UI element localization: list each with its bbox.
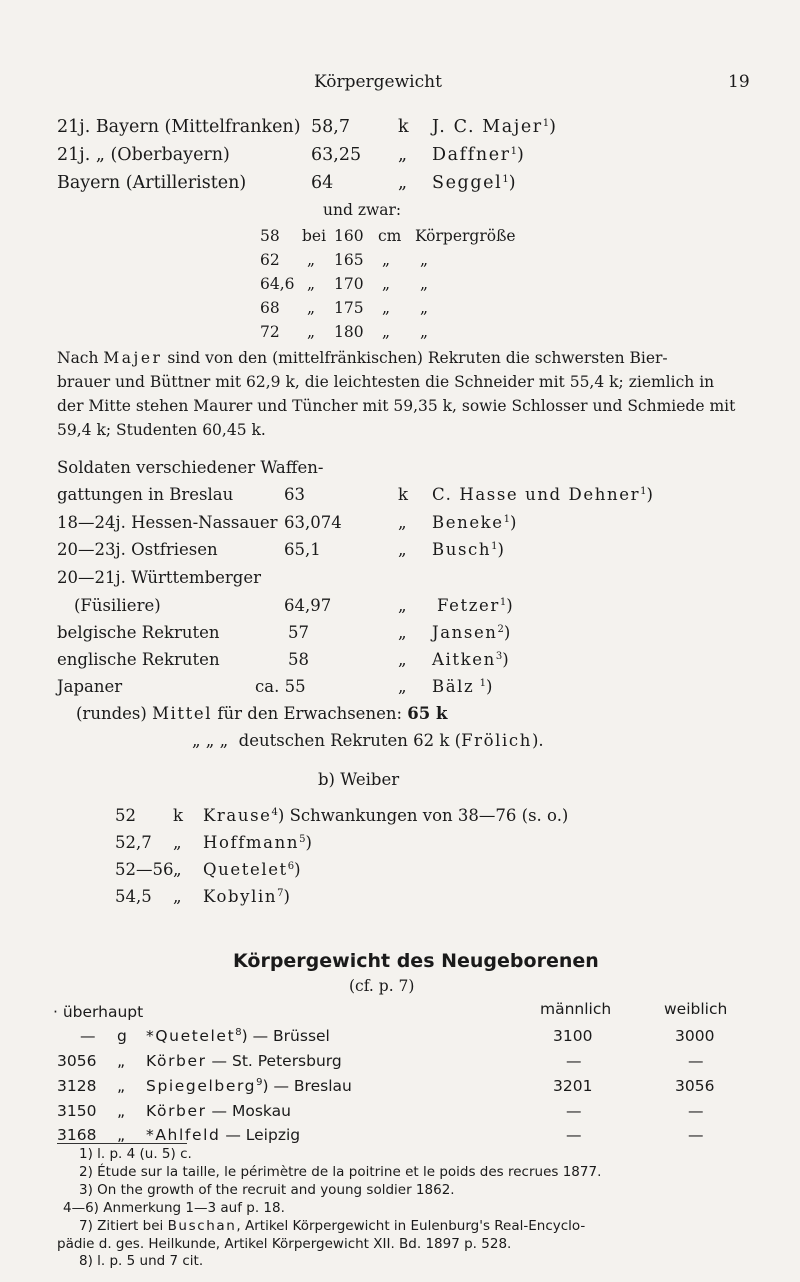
height-cell: 165: [334, 251, 364, 269]
row-unit: „: [398, 145, 408, 165]
row-value: 63,25: [311, 145, 362, 165]
mittel-author: Frölich: [461, 731, 532, 750]
unit-cell: cm: [378, 227, 402, 245]
row-author: Bälz: [432, 677, 475, 696]
mittel-line: [192, 731, 544, 750]
row-author: Krause: [203, 806, 272, 825]
ditto-marks: „ „ „: [192, 731, 229, 750]
cell-place: — Leipzig: [225, 1126, 301, 1144]
cell-source: Körber: [146, 1052, 207, 1070]
footnote: 4—6) Anmerkung 1—3 auf p. 18.: [63, 1200, 285, 1216]
label-cell: „: [420, 251, 429, 269]
cell-source: Körber: [146, 1102, 207, 1120]
row-value: 63: [284, 485, 305, 504]
row-unit: „: [398, 677, 407, 696]
cell-male: 3201: [553, 1077, 593, 1095]
row-author: C. Hasse und Dehner: [432, 485, 641, 504]
cell-female: —: [688, 1052, 704, 1070]
row-author: Aitken: [432, 650, 496, 669]
row-value: 58: [288, 650, 309, 669]
paragraph-line: der Mitte stehen Maurer und Tüncher mit 59,35 k, sowie Schlosser und Schmiede mit: [57, 397, 736, 415]
cell-place: — St. Petersburg: [211, 1052, 342, 1070]
label-cell: „: [420, 299, 429, 317]
cell-total: 3128: [57, 1077, 97, 1095]
cell-female: 3000: [675, 1027, 715, 1045]
mittel-end: ).: [532, 731, 544, 750]
mittel-prefix: (rundes): [76, 704, 147, 723]
weight-cell: 64,6: [260, 275, 295, 293]
row-label: Bayern (Artilleristen): [57, 173, 247, 193]
row-label: 18—24j. Hessen-Nassauer: [57, 513, 278, 532]
row-unit: k: [173, 806, 183, 825]
unit-cell: „: [382, 299, 391, 317]
unit-cell: „: [382, 251, 391, 269]
row-label: 20—21j. Württemberger: [57, 568, 262, 587]
cell-total: 3168: [57, 1126, 97, 1144]
row-author: Hoffmann: [203, 833, 300, 852]
women-heading-text: b) Weiber: [318, 770, 400, 789]
women-heading: [318, 770, 399, 789]
row-label: Japaner: [57, 677, 123, 696]
section-title: Körpergewicht des Neugeborenen: [233, 950, 599, 972]
row-label: englische Rekruten: [57, 650, 220, 669]
soldiers-heading: Soldaten verschiedener Waffen-: [57, 458, 324, 477]
footnote-text: , Artikel Körpergewicht in Eulenburg's Real-Encyclo-: [236, 1218, 586, 1234]
cell-male: 3100: [553, 1027, 593, 1045]
col-left-label: überhaupt: [62, 1003, 144, 1021]
bei-cell: bei: [302, 227, 327, 245]
col-header-male: männlich: [540, 1000, 612, 1018]
mittel-value: 65 k: [407, 704, 448, 723]
row-note: Schwankungen von 38—76 (s. o.): [289, 806, 569, 825]
footnote: [79, 1218, 585, 1234]
row-value: 52,7: [115, 833, 152, 852]
cell-total: 3150: [57, 1102, 97, 1120]
footnote: 3) On the growth of the recruit and young soldier 1862.: [79, 1182, 455, 1198]
row-unit: „: [398, 173, 408, 193]
footnote-author: Buschan: [167, 1218, 237, 1234]
row-unit: „: [398, 540, 407, 559]
mittel-text: deutschen Rekruten 62 k (: [238, 731, 462, 750]
weight-cell: 72: [260, 323, 280, 341]
row-author: Kobylin: [203, 887, 278, 906]
row-author: Beneke: [432, 513, 504, 532]
mittel-line: [76, 704, 447, 723]
running-title: Körpergewicht: [314, 72, 442, 92]
paragraph-line: brauer und Büttner mit 62,9 k, die leichtesten die Schneider mit 55,4 k; ziemlich in: [57, 373, 715, 391]
cell-source: Spiegelberg: [146, 1077, 257, 1095]
row-unit: „: [398, 513, 407, 532]
cell-place: — Moskau: [211, 1102, 291, 1120]
row-author: Busch: [432, 540, 492, 559]
weight-cell: 62: [260, 251, 280, 269]
weight-cell: 58: [260, 227, 280, 245]
bei-cell: „: [307, 275, 316, 293]
cell-place: — Breslau: [273, 1077, 352, 1095]
cell-unit: „: [117, 1102, 126, 1120]
row-value: 64: [311, 173, 334, 193]
height-cell: 170: [334, 275, 364, 293]
cell-unit: „: [117, 1126, 126, 1144]
row-value: 65,1: [284, 540, 321, 559]
cell-place: — Brüssel: [252, 1027, 330, 1045]
page-number: 19: [728, 72, 750, 92]
row-unit: „: [398, 650, 407, 669]
row-value: 58,7: [311, 117, 350, 137]
section-subtitle: (cf. p. 7): [349, 977, 415, 995]
bei-cell: „: [307, 323, 316, 341]
cell-male: —: [566, 1052, 582, 1070]
footnote: 8) l. p. 5 und 7 cit.: [79, 1253, 204, 1269]
book-page: Körpergewicht 19 21j. Bayern (Mittelfranken) 58,7 k J. C. Majer$^1$) 21j. „ (Oberbayern) 63,25 „ Daffner$^1$) Bayern (Artilleristen) 64 „ Seggel$^1$) und zwar: 58 bei 160 cm Körpergröße 62 „ 165 „ „ 64,6 „ 170 „ „ 68 „ 175 „ „ 72 „ 180 „ „ Nach Majer sind von den (mittelfränkischen) Rekruten die schwersten Bier- brauer und Büttner mit 62,9 k, die leichtesten die Schneider mit 55,4 k; ziemlich in der Mitte stehen Maurer und Tüncher mit 59,35 k, sowie Schlosser und Schmiede mit 59,4 k; Studenten 60,45 k. Soldaten verschiedener Waffen- gattungen in Breslau 63 k C. Hasse und Dehner$^1$) 18—24j. Hessen-Nassauer 63,074 „ Beneke$^1$) 20—23j. Ostfriesen 65,1 „ Busch$^1$) 20—21j. Württemberger (Füsiliere) 64,97 „ Fetzer$^1$) belgische Rekruten 57 „ Jansen$^2$) englische Rekruten 58 „ Aitken$^3$) Japaner ca. 55 „ Bälz $^1$) (rundes) Mittel für den Erwachsenen: 65 k „ „ „ deutschen Rekruten 62 k (Frölich). b) Weiber 52 k Krause$^4$) Schwankungen von 38—76 (s. o.) 52,7 „ Hoffmann$^5$) 52—56 „ Quetelet$^6$) 54,5 „ Kobylin$^7$) Körpergewicht des Neugeborenen (cf. p. 7) · überhaupt männlich weiblich — g *Quetelet$^8$) — Brüssel 3100 3000 3056 „ Körber — St. Petersburg — — 3128 „ Spiegelberg$^9$) — Breslau 3201 3056 3150 „ Körber — Moskau — — 3168 „ *Ahlfeld — Leipzig — — 1) l. p. 4 (u. 5) c. 2) Étude sur la taille, le périmètre de la poitrine et le poids des recrues 1877. 3) On the growth of the recruit and young soldier 1862. 4—6) Anmerkung 1—3 auf p. 18. 7) Zitiert bei Buschan, Artikel Körpergewicht in Eulenburg's Real-Encyclo- pädie d. ges. Heilkunde, Artikel Körpergewicht XII. Bd. 1897 p. 528. 8) l. p. 5 und 7 cit.: [53, 72, 750, 1269]
bei-cell: „: [307, 251, 316, 269]
row-value: 64,97: [284, 596, 332, 615]
row-unit: „: [398, 623, 407, 642]
row-label: (Füsiliere): [74, 596, 161, 615]
cell-source: *Ahlfeld: [146, 1126, 221, 1144]
cell-male: —: [566, 1102, 582, 1120]
mittel-word: Mittel: [152, 704, 213, 723]
footnote: pädie d. ges. Heilkunde, Artikel Körpergewicht XII. Bd. 1897 p. 528.: [57, 1236, 512, 1252]
row-author: J. C. Majer: [432, 117, 543, 137]
row-unit: „: [173, 887, 182, 906]
row-unit: „: [173, 833, 182, 852]
paragraph-author: Majer: [103, 349, 163, 367]
soldiers-heading: gattungen in Breslau: [57, 485, 234, 504]
row-author: Seggel: [432, 173, 503, 193]
row-unit: „: [173, 860, 182, 879]
row-value: ca. 55: [255, 677, 306, 696]
row-author: Fetzer: [437, 596, 500, 615]
cell-total: 3056: [57, 1052, 97, 1070]
unit-cell: „: [382, 275, 391, 293]
footnote-text: 7) Zitiert bei: [79, 1218, 164, 1234]
footnote: 1) l. p. 4 (u. 5) c.: [79, 1146, 192, 1162]
label-cell: „: [420, 323, 429, 341]
row-value: 63,074: [284, 513, 342, 532]
col-header-female: weiblich: [664, 1000, 728, 1018]
footnote: 2) Étude sur la taille, le périmètre de la poitrine et le poids des recrues 1877.: [79, 1164, 602, 1180]
cell-female: —: [688, 1126, 704, 1144]
row-value: 52—56: [115, 860, 174, 879]
height-cell: 160: [334, 227, 364, 245]
row-unit: k: [398, 485, 408, 504]
paragraph-line: 59,4 k; Studenten 60,45 k.: [57, 421, 266, 439]
cell-female: 3056: [675, 1077, 715, 1095]
label-cell: Körpergröße: [415, 227, 516, 245]
row-label: 21j. Bayern (Mittelfranken): [57, 117, 301, 137]
und-zwar-label: und zwar:: [323, 201, 402, 219]
height-cell: 175: [334, 299, 364, 317]
cell-source: *Quetelet: [146, 1027, 236, 1045]
row-author: Daffner: [432, 145, 511, 165]
row-unit: „: [398, 596, 407, 615]
footnote-rule: [57, 1143, 187, 1144]
row-label: 21j. „ (Oberbayern): [57, 145, 230, 165]
row-label: belgische Rekruten: [57, 623, 220, 642]
mittel-text: für den Erwachsenen:: [217, 704, 403, 723]
cell-female: —: [688, 1102, 704, 1120]
row-unit: k: [398, 117, 409, 137]
cell-unit: „: [117, 1052, 126, 1070]
row-label: 20—23j. Ostfriesen: [57, 540, 218, 559]
bei-cell: „: [307, 299, 316, 317]
weight-cell: 68: [260, 299, 280, 317]
row-author: Jansen: [432, 623, 498, 642]
col-header-overall: · überhaupt: [53, 1003, 144, 1021]
paragraph-text: sind von den (mittelfränkischen) Rekruten die schwersten Bier-: [167, 349, 668, 367]
cell-male: —: [566, 1126, 582, 1144]
height-cell: 180: [334, 323, 364, 341]
unit-cell: „: [382, 323, 391, 341]
row-author: Quetelet: [203, 860, 288, 879]
row-value: 54,5: [115, 887, 152, 906]
label-cell: „: [420, 275, 429, 293]
cell-unit: g: [117, 1027, 127, 1045]
cell-unit: „: [117, 1077, 126, 1095]
row-value: 57: [288, 623, 309, 642]
cell-total: —: [80, 1027, 96, 1045]
row-value: 52: [115, 806, 136, 825]
paragraph-line: Nach Majer sind von den (mittelfränkischen) Rekruten die schwersten Bier-: [57, 349, 668, 367]
